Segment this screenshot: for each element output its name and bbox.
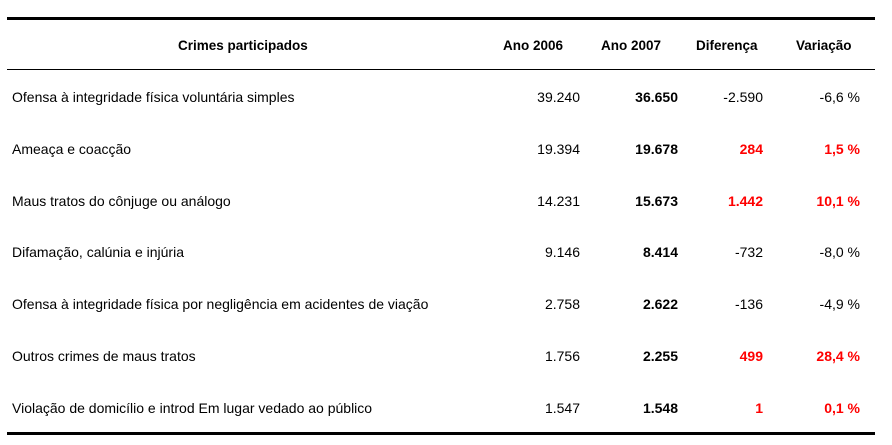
row-crime-label: Ofensa à integridade física voluntária simples [12,89,295,105]
row-value-2006: 14.231 [537,193,580,209]
header-2006: Ano 2006 [503,38,564,53]
row-value-2006: 9.146 [544,244,580,260]
row-value-2007: 2.255 [642,348,678,364]
row-value-2007: 15.673 [635,193,678,209]
header-2007: Ano 2007 [601,38,662,53]
header-crime: Crimes participados [178,38,308,53]
row-crime-label: Ofensa à integridade física por negligência em acidentes de viação [12,296,429,312]
row-difference: 499 [739,348,763,364]
row-variation: 0,1 % [824,400,860,416]
row-difference: -136 [734,296,763,312]
header-difference: Diferença [696,38,758,53]
row-value-2007: 8.414 [642,244,678,260]
row-variation: -4,9 % [819,296,860,312]
header-rule [7,69,875,70]
row-crime-label: Outros crimes de maus tratos [12,348,196,364]
row-variation: 1,5 % [824,141,860,157]
row-value-2007: 2.622 [642,296,678,312]
row-difference: -732 [734,244,763,260]
row-variation: 10,1 % [816,193,860,209]
row-value-2006: 1.547 [544,400,580,416]
row-crime-label: Violação de domicílio e introd Em lugar vedado ao público [12,400,373,416]
row-difference: 1 [755,400,763,416]
row-difference: 1.442 [727,193,763,209]
table-bottom-rule [7,432,875,435]
row-value-2007: 19.678 [635,141,678,157]
row-crime-label: Difamação, calúnia e injúria [12,244,184,260]
header-variation: Variação [796,38,852,53]
row-value-2006: 2.758 [544,296,580,312]
row-value-2006: 19.394 [537,141,580,157]
row-value-2007: 36.650 [635,89,678,105]
row-value-2006: 1.756 [544,348,580,364]
row-crime-label: Maus tratos do cônjuge ou análogo [12,193,231,209]
table-top-rule [7,17,875,20]
row-value-2007: 1.548 [642,400,678,416]
row-difference: 284 [739,141,763,157]
row-variation: -8,0 % [819,244,860,260]
row-crime-label: Ameaça e coacção [12,141,132,157]
row-variation: 28,4 % [816,348,860,364]
row-value-2006: 39.240 [537,89,580,105]
row-difference: -2.590 [723,89,763,105]
row-variation: -6,6 % [819,89,860,105]
